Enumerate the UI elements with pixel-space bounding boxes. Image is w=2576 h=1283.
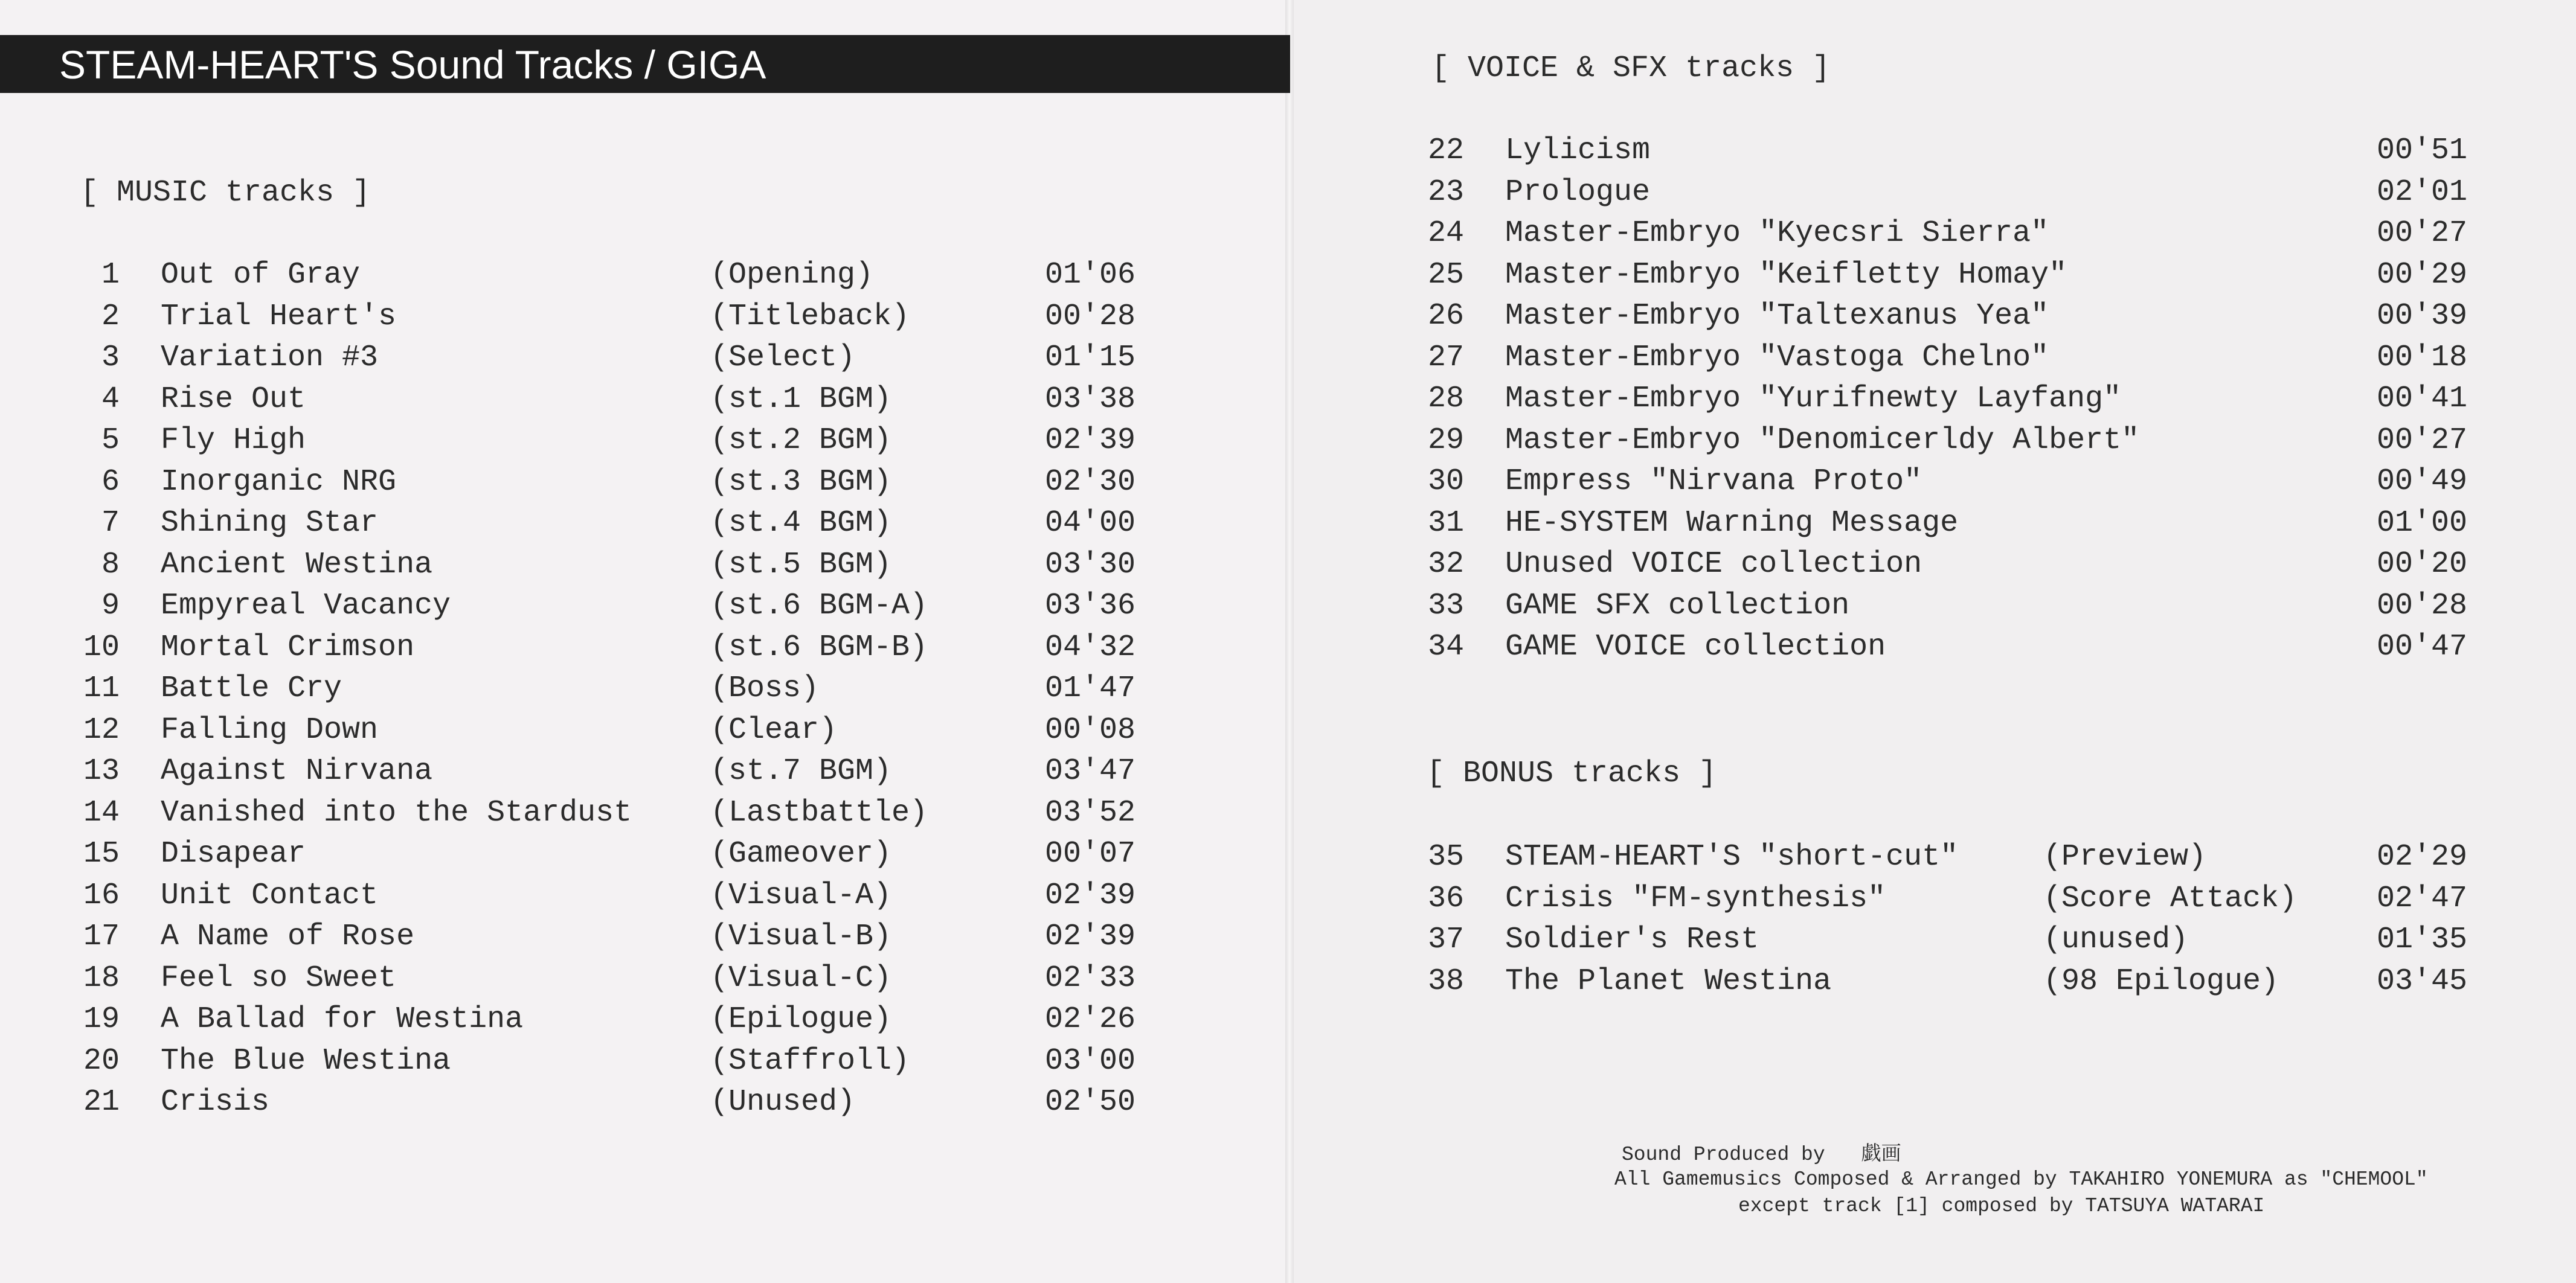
track-num: 23	[1427, 174, 1464, 210]
track-row	[0, 1082, 1208, 1123]
track-num: 17	[83, 920, 120, 954]
track-num: 34	[1427, 630, 1464, 664]
track-num: 3	[101, 341, 120, 375]
track-num: 29	[1427, 423, 1464, 458]
track-time: 02'39	[1045, 423, 1136, 458]
track-num: 10	[83, 630, 120, 665]
track-row	[0, 837, 2537, 878]
track-time: 00'27	[2377, 216, 2468, 251]
track-row	[0, 793, 1208, 834]
track-time: 02'39	[1045, 920, 1136, 954]
track-num: 15	[83, 837, 120, 871]
track-title: Master-Embryo "Yurifnewty Layfang"	[1505, 382, 2122, 416]
track-title: Ancient Westina	[161, 547, 433, 582]
track-num: 36	[1427, 881, 1464, 916]
track-scene: (Epilogue)	[710, 1002, 892, 1037]
track-title: Fly High	[161, 423, 306, 458]
track-time: 00'28	[1045, 299, 1136, 334]
track-scene: (st.4 BGM)	[710, 506, 892, 540]
track-scene: (unused)	[2043, 923, 2189, 957]
track-time: 00'18	[2377, 340, 2468, 375]
track-num: 25	[1427, 257, 1464, 292]
track-title: Vanished into the Stardust	[161, 795, 632, 830]
track-num: 28	[1427, 382, 1464, 416]
track-title: Mortal Crimson	[161, 630, 415, 665]
track-time: 01'35	[2377, 923, 2468, 957]
track-title: Prologue	[1505, 174, 1651, 210]
track-title: Master-Embryo "Kyecsri Sierra"	[1505, 216, 2049, 251]
track-num: 16	[83, 878, 120, 913]
track-num: 19	[83, 1002, 120, 1037]
track-title: Disapear	[161, 837, 306, 871]
track-time: 01'15	[1045, 341, 1136, 375]
track-title: Rise Out	[161, 382, 306, 417]
track-scene: (Gameover)	[710, 837, 892, 871]
track-row	[0, 255, 2537, 296]
track-row	[0, 213, 2537, 254]
track-title: Shining Star	[161, 506, 379, 540]
track-num: 2	[101, 299, 120, 334]
track-title: A Name of Rose	[161, 920, 415, 954]
track-num: 7	[101, 506, 120, 540]
track-num: 11	[83, 671, 120, 706]
track-row	[0, 503, 2537, 544]
track-scene: (st.2 BGM)	[710, 423, 892, 458]
track-num: 35	[1427, 840, 1464, 874]
track-title: Out of Gray	[161, 258, 361, 292]
track-title: Crisis	[161, 1085, 270, 1119]
track-title: Falling Down	[161, 712, 379, 747]
track-time: 04'00	[1045, 506, 1136, 540]
track-time: 02'50	[1045, 1085, 1136, 1119]
track-num: 27	[1427, 340, 1464, 375]
music-tracks-heading: [ MUSIC tracks ]	[80, 176, 371, 210]
track-row	[0, 999, 1208, 1040]
track-time: 02'39	[1045, 878, 1136, 913]
track-scene: (st.6 BGM-B)	[710, 630, 928, 665]
track-num: 20	[83, 1043, 120, 1078]
track-row	[0, 379, 2537, 420]
track-time: 00'51	[2377, 133, 2468, 168]
voice-sfx-tracks-heading: [ VOICE & SFX tracks ]	[1431, 51, 1831, 86]
track-title: Variation #3	[161, 341, 379, 375]
track-row	[0, 420, 2537, 461]
track-title: Inorganic NRG	[161, 464, 397, 499]
track-num: 31	[1427, 505, 1464, 540]
track-row	[0, 1041, 1208, 1082]
track-title: Against Nirvana	[161, 754, 433, 789]
track-row	[0, 586, 2537, 627]
track-title: The Blue Westina	[161, 1043, 451, 1078]
track-scene: (Unused)	[710, 1085, 856, 1119]
track-scene: (98 Epilogue)	[2043, 964, 2279, 999]
track-time: 03'47	[1045, 754, 1136, 789]
track-title: Battle Cry	[161, 671, 342, 706]
track-title: GAME VOICE collection	[1505, 630, 1886, 664]
track-time: 00'39	[2377, 299, 2468, 333]
track-scene: (Lastbattle)	[710, 795, 928, 830]
track-num: 6	[101, 464, 120, 499]
track-title: Soldier's Rest	[1505, 923, 1759, 957]
page-title: STEAM-HEART'S Sound Tracks / GIGA	[59, 42, 766, 87]
track-time: 02'01	[2377, 174, 2468, 210]
track-time: 00'41	[2377, 382, 2468, 416]
track-num: 38	[1427, 964, 1464, 999]
track-time: 00'28	[2377, 588, 2468, 623]
track-time: 03'52	[1045, 795, 1136, 830]
track-num: 26	[1427, 299, 1464, 333]
track-num: 13	[83, 754, 120, 789]
track-scene: (Opening)	[710, 258, 874, 292]
track-row	[0, 920, 2537, 961]
track-row	[0, 461, 2537, 502]
track-row	[0, 668, 1208, 709]
track-time: 00'47	[2377, 630, 2468, 664]
track-title: Empyreal Vacancy	[161, 589, 451, 623]
track-num: 21	[83, 1085, 120, 1119]
track-num: 30	[1427, 464, 1464, 499]
track-scene: (Preview)	[2043, 840, 2207, 874]
track-time: 02'47	[2377, 881, 2468, 916]
track-time: 02'33	[1045, 961, 1136, 996]
track-scene: (Boss)	[710, 671, 820, 706]
track-time: 00'27	[2377, 423, 2468, 458]
track-num: 1	[101, 258, 120, 292]
track-title: Unused VOICE collection	[1505, 547, 1922, 581]
track-title: Master-Embryo "Keifletty Homay"	[1505, 257, 2067, 292]
track-num: 18	[83, 961, 120, 996]
track-num: 24	[1427, 216, 1464, 251]
track-scene: (Select)	[710, 341, 856, 375]
track-title: STEAM-HEART'S "short-cut"	[1505, 840, 1959, 874]
track-time: 01'00	[2377, 505, 2468, 540]
bonus-tracks-heading: [ BONUS tracks ]	[1427, 757, 1717, 791]
track-title: Crisis "FM-synthesis"	[1505, 881, 1886, 916]
track-title: The Planet Westina	[1505, 964, 1832, 999]
track-num: 22	[1427, 133, 1464, 168]
track-scene: (st.1 BGM)	[710, 382, 892, 417]
track-title: Master-Embryo "Taltexanus Yea"	[1505, 299, 2049, 333]
producer-brand: 戯画	[1861, 1141, 1901, 1165]
track-row	[0, 710, 1208, 751]
track-num: 8	[101, 547, 120, 582]
track-time: 02'30	[1045, 464, 1136, 499]
track-scene: (st.3 BGM)	[710, 464, 892, 499]
track-time: 04'32	[1045, 630, 1136, 665]
track-num: 33	[1427, 588, 1464, 623]
track-row	[0, 130, 2537, 171]
sound-produced-line	[1622, 1140, 1901, 1168]
track-row	[0, 338, 2537, 379]
track-num: 14	[83, 795, 120, 830]
track-scene: (Clear)	[710, 712, 838, 747]
track-time: 00'29	[2377, 257, 2468, 292]
track-scene: (Titleback)	[710, 299, 910, 334]
track-time: 00'49	[2377, 464, 2468, 499]
track-scene: (Score Attack)	[2043, 881, 2298, 916]
track-time: 00'07	[1045, 837, 1136, 871]
track-title: Feel so Sweet	[161, 961, 397, 996]
track-scene: (st.7 BGM)	[710, 754, 892, 789]
track-title: HE-SYSTEM Warning Message	[1505, 505, 1959, 540]
track-title: GAME SFX collection	[1505, 588, 1850, 623]
track-num: 12	[83, 712, 120, 747]
track-row	[0, 544, 2537, 585]
track-title: Lylicism	[1505, 133, 1651, 168]
track-time: 02'29	[2377, 840, 2468, 874]
track-scene: (Visual-B)	[710, 920, 892, 954]
track-row	[0, 627, 2537, 668]
track-time: 03'36	[1045, 589, 1136, 623]
track-num: 5	[101, 423, 120, 458]
track-time: 02'26	[1045, 1002, 1136, 1037]
track-num: 37	[1427, 923, 1464, 957]
track-scene: (Visual-A)	[710, 878, 892, 913]
track-time: 03'38	[1045, 382, 1136, 417]
track-title: Master-Embryo "Denomicerldy Albert"	[1505, 423, 2140, 458]
track-time: 03'45	[2377, 964, 2468, 999]
track-title: A Ballad for Westina	[161, 1002, 524, 1037]
track-title: Master-Embryo "Vastoga Chelno"	[1505, 340, 2049, 375]
exception-credit: except track [1] composed by TATSUYA WATARAI	[1738, 1195, 2265, 1217]
track-num: 9	[101, 589, 120, 623]
track-row	[0, 296, 2537, 337]
track-scene: (st.6 BGM-A)	[710, 589, 928, 623]
track-time: 03'00	[1045, 1043, 1136, 1078]
track-time: 03'30	[1045, 547, 1136, 582]
track-row	[0, 172, 2537, 213]
track-row	[0, 961, 2537, 1002]
track-title: Empress "Nirvana Proto"	[1505, 464, 1922, 499]
track-time: 01'47	[1045, 671, 1136, 706]
track-title: Trial Heart's	[161, 299, 397, 334]
track-num: 32	[1427, 547, 1464, 581]
track-scene: (Visual-C)	[710, 961, 892, 996]
track-row	[0, 878, 2537, 920]
composer-credit: All Gamemusics Composed & Arranged by TAKAHIRO YONEMURA as "CHEMOOL"	[1614, 1168, 2428, 1191]
sound-produced-label: Sound Produced by	[1622, 1144, 1825, 1166]
track-time: 00'20	[2377, 547, 2468, 581]
track-title: Unit Contact	[161, 878, 379, 913]
track-num: 4	[101, 382, 120, 417]
track-time: 00'08	[1045, 712, 1136, 747]
track-scene: (st.5 BGM)	[710, 547, 892, 582]
track-row	[0, 751, 1208, 792]
credits	[1546, 1140, 2573, 1246]
track-time: 01'06	[1045, 258, 1136, 292]
track-scene: (Staffroll)	[710, 1043, 910, 1078]
